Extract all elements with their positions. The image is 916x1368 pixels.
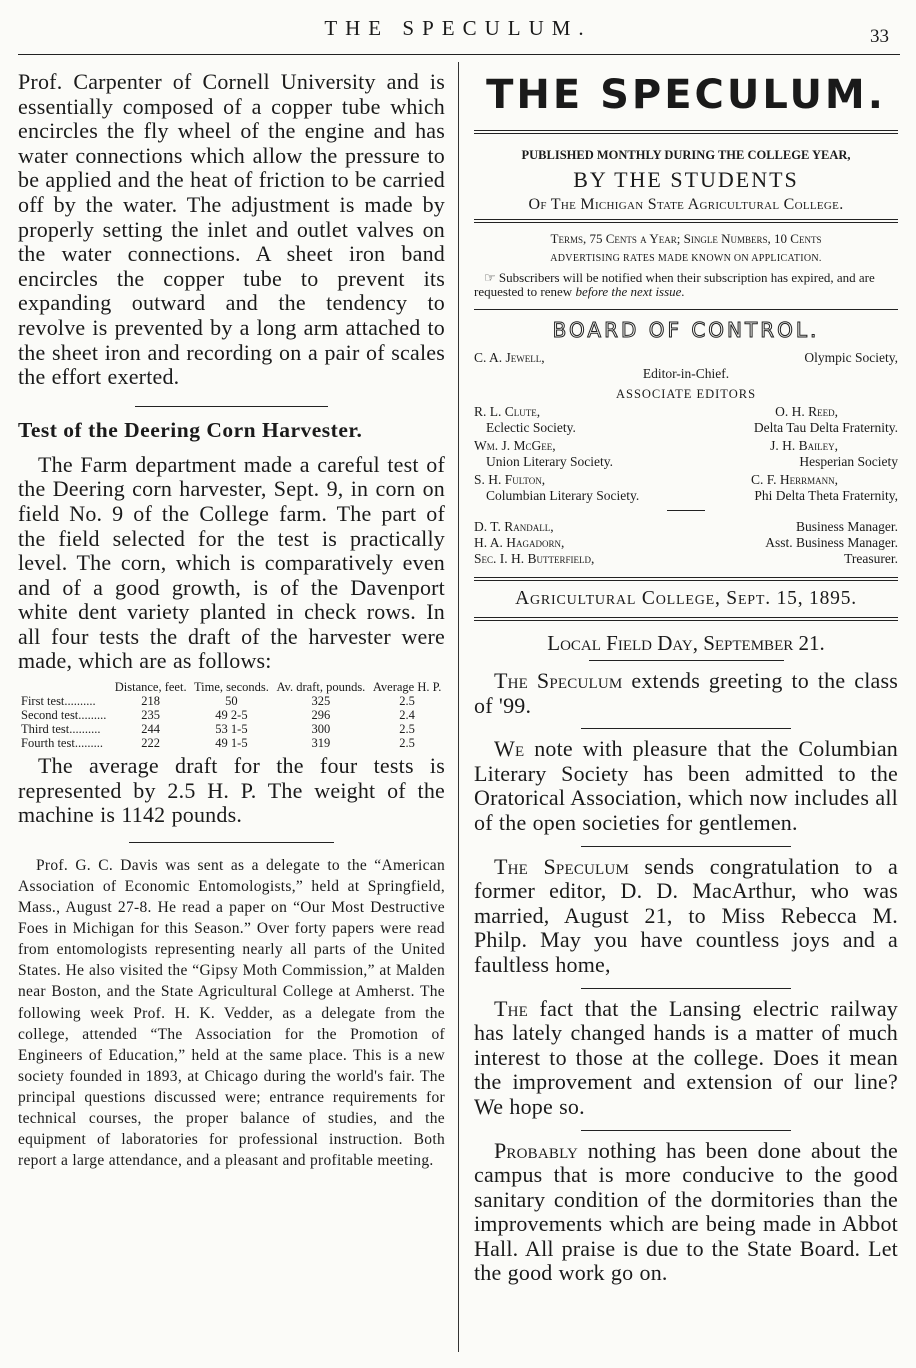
lead-words: The	[494, 995, 529, 1021]
masthead-divider	[474, 130, 898, 134]
editorial-paragraph	[474, 855, 898, 978]
editorial-paragraph	[474, 737, 898, 835]
table-cell: Second test.........	[21, 708, 107, 723]
news-paragraph: Prof. G. C. Davis was sent as a delegate to the “American Association of Economic Entomologists,” held at Springfield, Mass., August 27-8. He read a paper on “Our Most Destructive Foes in Michigan for this Season.” Over forty papers were read from entomologists representing nearly all parts of the United States. He also visited the “Gipsy Moth Commission,” at Malden near Boston, and the State Agricultural College at Amherst. The following week Prof. H. K. Vedder, as a delegate from the college, attended “The Association for the Promotion of Engineers of Education,” held at the same place. This is a new society founded in 1893, at Chicago during the world's fair. The principal questions discussed were; entrance requirements for technical courses, the proper balance of studies, and the equipment of laboratories for professional instruction. Both report a large attendance, and a pleasant and profitable meeting.	[18, 856, 445, 1170]
table-row	[18, 708, 445, 722]
editorial-paragraph	[474, 997, 898, 1120]
table-cell: 2.5	[399, 736, 415, 751]
pointing-hand-icon: ☞	[484, 270, 496, 285]
editor-name: C. A. Jewell,	[474, 350, 545, 365]
associate-pair	[474, 404, 898, 436]
by-students-line: BY THE STUDENTS	[573, 167, 799, 192]
dateline: Agricultural College, Sept. 15, 1895.	[515, 588, 857, 609]
editorial-paragraph	[474, 669, 898, 718]
table-cell: 319	[311, 736, 331, 751]
article-heading: Test of the Deering Corn Harvester.	[18, 417, 363, 442]
left-column	[18, 64, 445, 1171]
table-cell: 53 1-5	[215, 722, 248, 737]
table-cell: 49 2-5	[215, 708, 248, 723]
paragraph-text: note with pleasure that the Columbian Literary Society has been admitted to the Oratorical Association, which now includes all of the open societies for gentlemen.	[474, 736, 898, 835]
associate-name: C. F. Herrmann,	[750, 472, 838, 487]
table-cell: 2.5	[399, 722, 415, 737]
article-paragraph: Prof. Carpenter of Cornell University and is essentially composed of a copper tube which encircles the fly wheel of the engine and has water connections which allow the pressure to be applied and the heat of friction to be carried off by the water. The adjustment is made by properly setting the inlet and outlet valves on the water connections. A sheet iron band encircles the copper tube to prevent its expanding outward and the tendency to revolve is prevented by a long arm attached to the sheet iron and recording on a pair of scales the effort exerted.	[18, 69, 445, 390]
table-header: Av. draft, pounds.	[276, 680, 366, 695]
staff-name: Sec. I. H. Butterfield,	[474, 551, 595, 566]
table-cell: 235	[141, 708, 161, 723]
section-divider	[129, 842, 334, 843]
associate-society: Delta Tau Delta Fraternity.	[753, 420, 898, 435]
business-row	[474, 551, 898, 567]
test-results-table	[18, 680, 445, 750]
board-divider	[667, 510, 705, 511]
field-day-heading: Local Field Day, September 21.	[547, 631, 825, 655]
table-header: Average H. P.	[372, 680, 442, 695]
header-divider	[18, 54, 900, 55]
section-divider	[581, 846, 791, 847]
table-cell: 325	[311, 694, 331, 709]
table-cell: 49 1-5	[215, 736, 248, 751]
section-divider	[474, 577, 898, 581]
paragraph-text: nothing has been done about the campus that is more conducive to the good sanitary condition of the dormitories than the improvements which are being made in Abbot Hall. All praise is due to the State Board. Let the good work go on.	[474, 1137, 898, 1286]
section-divider	[474, 617, 898, 621]
table-cell: First test..........	[21, 694, 96, 709]
advertising-line: ADVERTISING RATES MADE KNOWN ON APPLICATION.	[550, 253, 822, 264]
table-cell: 50	[225, 694, 238, 709]
table-row	[18, 722, 445, 736]
table-cell: 2.5	[399, 694, 415, 709]
associate-name: J. H. Bailey,	[770, 438, 838, 453]
table-cell: Third test..........	[21, 722, 101, 737]
business-row	[474, 535, 898, 551]
board-of-control	[474, 350, 898, 567]
associate-pair	[474, 472, 898, 504]
associate-society: Hesperian Society	[799, 454, 898, 469]
section-divider	[474, 309, 898, 310]
table-header	[18, 680, 111, 694]
section-divider	[589, 660, 784, 661]
lead-words: Probably	[494, 1137, 579, 1163]
board-title: BOARD OF CONTROL.	[552, 318, 820, 342]
associates-title: ASSOCIATE EDITORS	[615, 387, 757, 401]
terms-line: Terms, 75 Cents a Year; Single Numbers, 10 Cents	[550, 231, 822, 246]
associate-name: S. H. Fulton,	[474, 472, 546, 487]
staff-role: Asst. Business Manager.	[765, 535, 898, 550]
lead-words: We	[494, 736, 525, 762]
associate-society: Phi Delta Theta Fraternity,	[754, 488, 898, 503]
table-cell: 300	[311, 722, 331, 737]
page-number: 33	[870, 26, 889, 47]
table-row	[18, 736, 445, 750]
section-divider	[581, 1130, 791, 1131]
column-rule	[458, 62, 459, 1352]
college-line: Of The Michigan State Agricultural College.	[528, 196, 844, 213]
paragraph-text: sends congratulation to a former editor, D. D. MacArthur, who was married, August 21, to Miss Rebecca M. Philp. May you have countless joys and a faultless home,	[474, 853, 898, 977]
associate-pair	[474, 438, 898, 470]
staff-role: Treasurer.	[844, 551, 898, 566]
right-column	[474, 64, 898, 1286]
staff-name: H. A. Hagadorn,	[474, 535, 565, 550]
section-divider	[581, 988, 791, 989]
associate-society: Eclectic Society.	[486, 420, 576, 435]
paragraph-text: extends greeting to the class of '99.	[474, 668, 898, 718]
editor-role: Editor-in-Chief.	[642, 366, 730, 381]
running-head: THE SPECULUM.	[324, 16, 592, 40]
section-divider	[581, 728, 791, 729]
masthead-title: THE SPECULUM.	[486, 72, 886, 118]
staff-name: D. T. Randall,	[474, 519, 554, 534]
table-cell: 218	[141, 694, 161, 709]
associate-society: Union Literary Society.	[486, 454, 613, 469]
editor-society: Olympic Society,	[804, 350, 898, 365]
table-cell: 244	[141, 722, 161, 737]
editorial-paragraph	[474, 1139, 898, 1287]
published-line: PUBLISHED MONTHLY DURING THE COLLEGE YEAR,	[521, 148, 851, 162]
business-row	[474, 519, 898, 535]
table-header: Time, seconds.	[193, 680, 269, 695]
staff-role: Business Manager.	[796, 519, 898, 534]
associate-name: O. H. Reed,	[775, 404, 838, 419]
associate-name: R. L. Clute,	[474, 404, 541, 419]
section-divider	[135, 406, 328, 407]
table-cell: 2.4	[399, 708, 415, 723]
subscription-notice: ☞ Subscribers will be notified when their subscription has expired, and are requested to renew before the next issue.	[474, 270, 875, 299]
table-cell: 222	[141, 736, 161, 751]
paragraph-text: fact that the Lansing electric railway has lately changed hands is a matter of much interest to those at the college. Does it mean the improvement and extension of our line? We hope so.	[474, 995, 898, 1119]
associate-society: Columbian Literary Society.	[486, 488, 640, 503]
table-row	[18, 694, 445, 708]
masthead-divider	[474, 219, 898, 223]
lead-words: The Speculum	[494, 853, 629, 879]
table-cell: 296	[311, 708, 331, 723]
lead-words: The Speculum	[494, 668, 623, 693]
table-cell: Fourth test.........	[21, 736, 103, 751]
article-paragraph: The average draft for the four tests is represented by 2.5 H. P. The weight of the machine is 1142 pounds.	[18, 753, 445, 828]
table-header: Distance, feet.	[114, 680, 187, 695]
article-paragraph: The Farm department made a careful test of the Deering corn harvester, Sept. 9, in corn on field No. 9 of the College farm. The part of the field selected for the test is practically level. The corn, which is comparatively even and of a good growth, is of the Davenport white dent variety planted in check rows. In all four tests the draft of the harvester were made, which are as follows:	[18, 451, 445, 674]
associate-name: Wm. J. McGee,	[474, 438, 556, 453]
